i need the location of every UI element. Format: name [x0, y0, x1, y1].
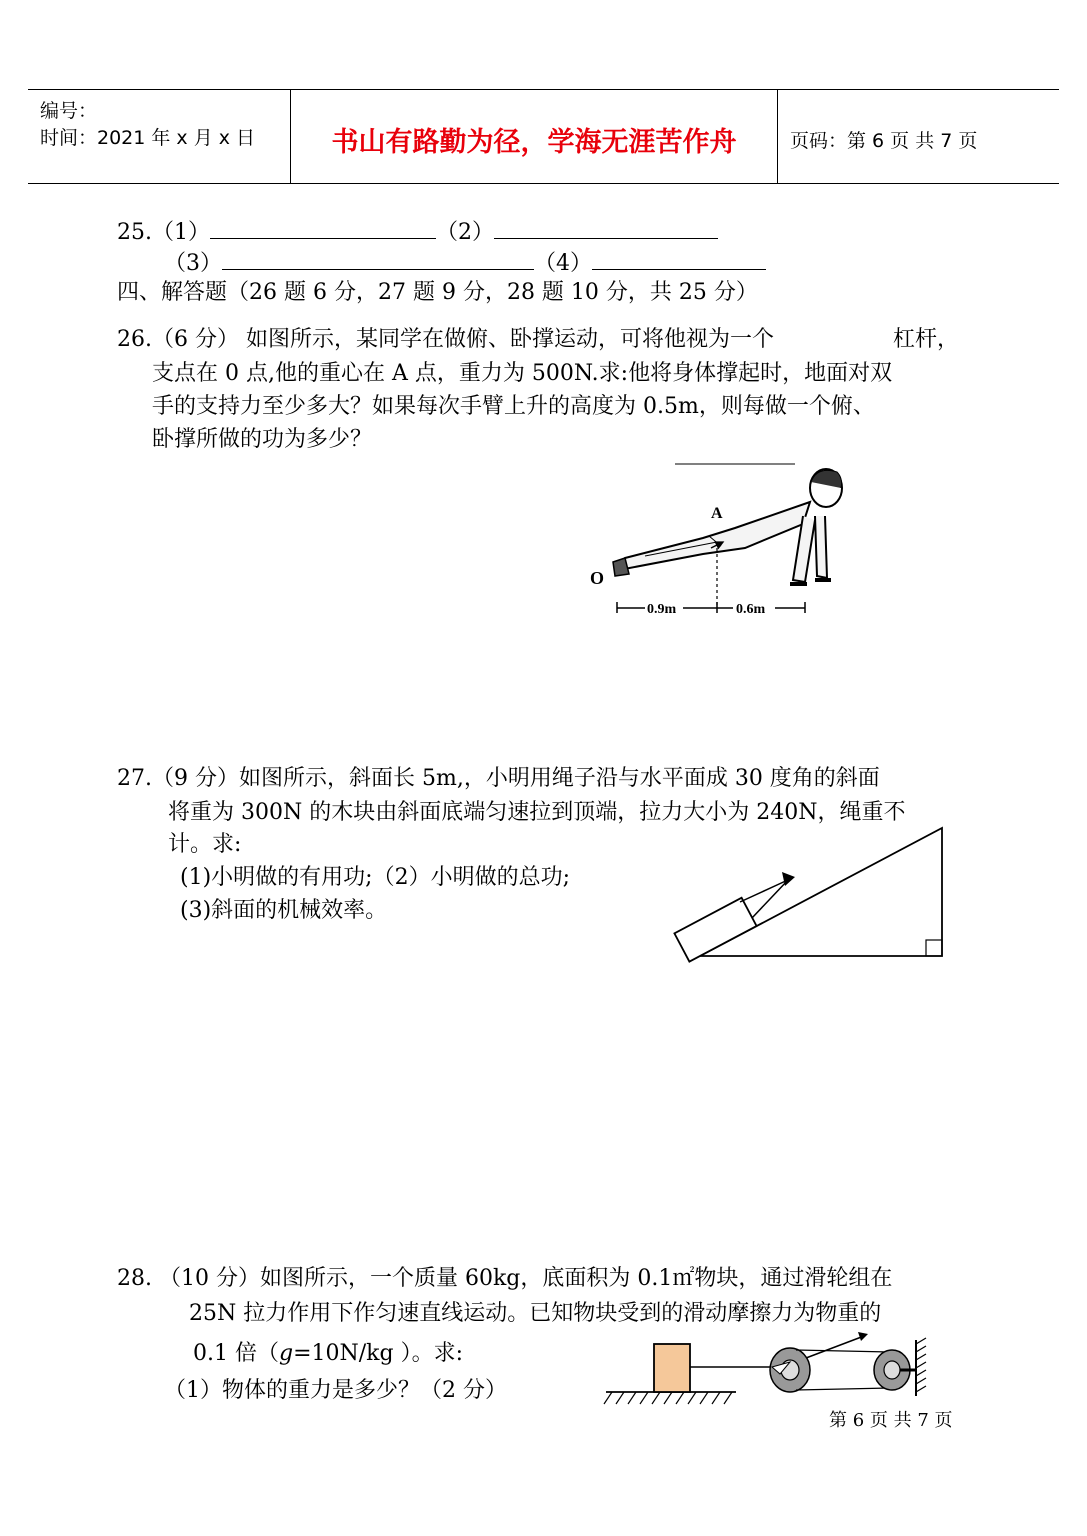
number-label: 编号： — [40, 100, 98, 122]
q25-blank-4[interactable] — [592, 249, 766, 270]
rope-top — [796, 1350, 890, 1352]
block — [654, 1344, 690, 1392]
right-angle-mark — [926, 940, 942, 956]
motto: 书山有路勤为径，学海无涯苦作舟 — [331, 127, 737, 158]
q27-line1: 27.（9 分）如图所示，斜面长 5m,，小明用绳子沿与水平面成 30 度角的斜面 — [117, 766, 880, 791]
q28-line2: 25N 拉力作用下作匀速直线运动。已知物块受到的滑动摩擦力为物重的 — [189, 1301, 882, 1326]
hand-1 — [790, 582, 807, 586]
q28-line3b: =10N/kg ）。求: — [293, 1341, 463, 1366]
q28-g-symbol: g — [278, 1341, 294, 1366]
q25-p1: 25.（1） — [117, 220, 210, 245]
q25-blank-1[interactable] — [210, 218, 436, 239]
wooden-block — [674, 898, 756, 962]
q26-line4: 卧撑所做的功为多少？ — [152, 427, 373, 452]
pull-arrow-head — [858, 1332, 868, 1341]
q26-line2: 支点在 0 点,他的重心在 A 点，重力为 500N.求:他将身体撑起时，地面对双 — [152, 361, 893, 386]
page-footer: 第 6 页 共 7 页 — [829, 1410, 953, 1431]
q26-line1a: 26.（6 分） 如图所示，某同学在做俯、卧撑运动，可将他视为一个 — [117, 327, 774, 352]
q25-blank-2[interactable] — [494, 218, 718, 239]
q28-line1: 28. （10 分）如图所示，一个质量 60kg，底面积为 0.1㎡物块，通过滑轮组在 — [117, 1266, 893, 1291]
page-label: 页码：第 6 页 共 7 页 — [790, 130, 978, 152]
pushup-figure — [585, 458, 850, 623]
header-motto-cell — [291, 90, 778, 183]
section-heading: 四、解答题（26 题 6 分，27 题 9 分，28 题 10 分，共 25 分） — [117, 280, 758, 305]
label-A: A — [711, 505, 723, 522]
pull-force-arrow — [740, 879, 790, 902]
q28-line3 — [193, 1343, 463, 1365]
wall-hatch — [916, 1338, 926, 1392]
dim-label-1: 0.9m — [647, 602, 677, 617]
pull-rope — [806, 1336, 864, 1358]
incline-figure — [670, 822, 960, 967]
q25-row1 — [117, 218, 718, 244]
q26-line3: 手的支持力至少多大？如果每次手臂上升的高度为 0.5m，则每做一个俯、 — [152, 394, 875, 419]
q25-p4: （4） — [534, 251, 592, 276]
label-O: O — [590, 568, 605, 588]
q27-line3: 计。求: — [168, 832, 242, 857]
q25-row2 — [164, 249, 766, 275]
pulley-figure — [600, 1330, 930, 1412]
page-header — [28, 89, 1059, 184]
header-page-cell — [778, 90, 1059, 183]
q28-line4: （1）物体的重力是多少？（2 分） — [164, 1378, 507, 1403]
rope-bottom — [796, 1388, 890, 1390]
header-info-cell — [28, 90, 291, 183]
q28-line3a: 0.1 倍（ — [193, 1341, 279, 1366]
q25-p2: （2） — [436, 220, 494, 245]
arm-2 — [815, 516, 827, 578]
q27-line2: 将重为 300N 的木块由斜面底端匀速拉到顶端，拉力大小为 240N，绳重不 — [168, 800, 906, 825]
q25-p3: （3） — [164, 251, 222, 276]
ground-hatch — [604, 1392, 732, 1404]
q25-blank-3[interactable] — [222, 249, 534, 270]
date-label: 时间：2021 年 x 月 x 日 — [40, 127, 256, 149]
q27-line4: (1)小明做的有用功;（2）小明做的总功; — [180, 865, 570, 890]
fixed-pulley-axle — [884, 1361, 900, 1379]
q27-line5: (3)斜面的机械效率。 — [180, 898, 388, 923]
hand-2 — [815, 578, 831, 582]
q26-line1b: 杠杆， — [893, 327, 960, 352]
dim-label-2: 0.6m — [736, 602, 766, 617]
